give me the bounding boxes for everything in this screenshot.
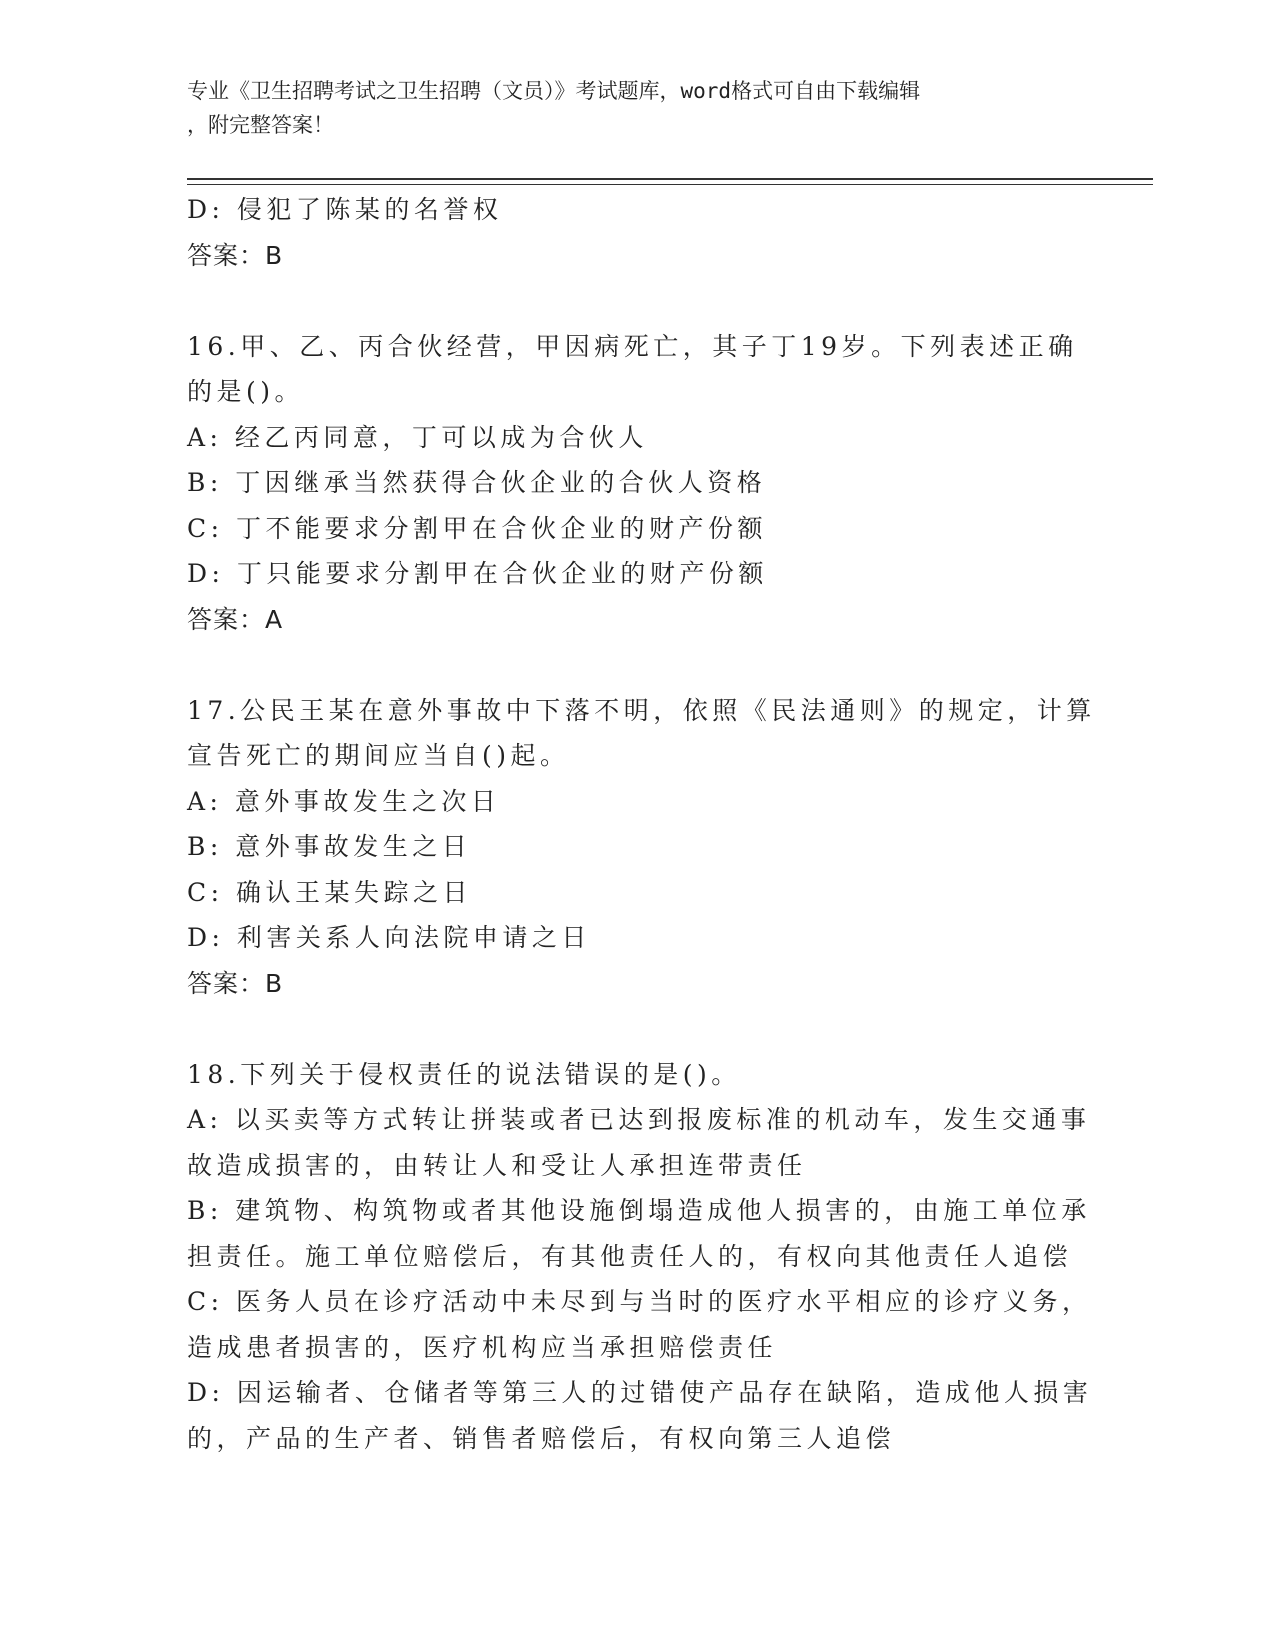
- header-divider-thin: [187, 184, 1153, 185]
- option-c: 造成患者损害的，医疗机构应当承担赔偿责任: [187, 1332, 778, 1362]
- spacer: [187, 642, 1087, 688]
- option-a: A: 意外事故发生之次日: [187, 786, 501, 816]
- option-c: C: 确认王某失踪之日: [187, 877, 472, 907]
- previous-question-tail: [187, 187, 1087, 278]
- option-b: 担责任。施工单位赔偿后，有其他责任人的，有权向其他责任人追偿: [187, 1241, 1073, 1271]
- option-a: 故造成损害的，由转让人和受让人承担连带责任: [187, 1150, 807, 1180]
- question-stem: 16.甲、乙、丙合伙经营，甲因病死亡，其子丁19岁。下列表述正确: [187, 331, 1078, 361]
- question-18: [187, 1052, 1093, 1462]
- spacer: [187, 278, 1087, 324]
- answer-label: 答案：B: [187, 240, 284, 270]
- header-divider-thick: [187, 178, 1153, 180]
- option-b: B: 丁因继承当然获得合伙企业的合伙人资格: [187, 468, 767, 497]
- option-d: D: 侵犯了陈某的名誉权: [187, 195, 503, 224]
- question-stem: 宣告死亡的期间应当自()起。: [187, 741, 570, 770]
- option-a: A: 以买卖等方式转让拼装或者已达到报废标准的机动车，发生交通事: [187, 1105, 1091, 1134]
- header-title-line-1: 专业《卫生招聘考试之卫生招聘（文员）》考试题库，word格式可自由下载编辑: [187, 79, 921, 103]
- option-c: C: 医务人员在诊疗活动中未尽到与当时的医疗水平相应的诊疗义务，: [187, 1287, 1092, 1316]
- question-16: [187, 324, 1087, 643]
- option-d: D: 因运输者、仓储者等第三人的过错使产品存在缺陷，造成他人损害: [187, 1378, 1093, 1407]
- answer-label: 答案：B: [187, 968, 284, 998]
- question-list: [187, 187, 1096, 1461]
- option-d: 的，产品的生产者、销售者赔偿后，有权向第三人追偿: [187, 1423, 896, 1453]
- question-stem: 18.下列关于侵权责任的说法错误的是()。: [187, 1059, 741, 1089]
- question-stem: 17.公民王某在意外事故中下落不明，依照《民法通则》的规定，计算: [187, 695, 1096, 725]
- page-header: [187, 74, 1087, 142]
- header-title-line-2: ，附完整答案！: [187, 113, 334, 137]
- question-17: [187, 688, 1096, 1007]
- option-d: D: 丁只能要求分割甲在合伙企业的财产份额: [187, 559, 768, 588]
- option-c: C: 丁不能要求分割甲在合伙企业的财产份额: [187, 513, 767, 543]
- option-d: D: 利害关系人向法院申请之日: [187, 923, 591, 952]
- answer-label: 答案：A: [187, 604, 284, 634]
- spacer: [187, 1006, 1087, 1052]
- option-a: A: 经乙丙同意，丁可以成为合伙人: [187, 422, 648, 452]
- option-b: B: 建筑物、构筑物或者其他设施倒塌造成他人损害的，由施工单位承: [187, 1196, 1091, 1225]
- option-b: B: 意外事故发生之日: [187, 832, 472, 861]
- question-stem: 的是()。: [187, 377, 305, 406]
